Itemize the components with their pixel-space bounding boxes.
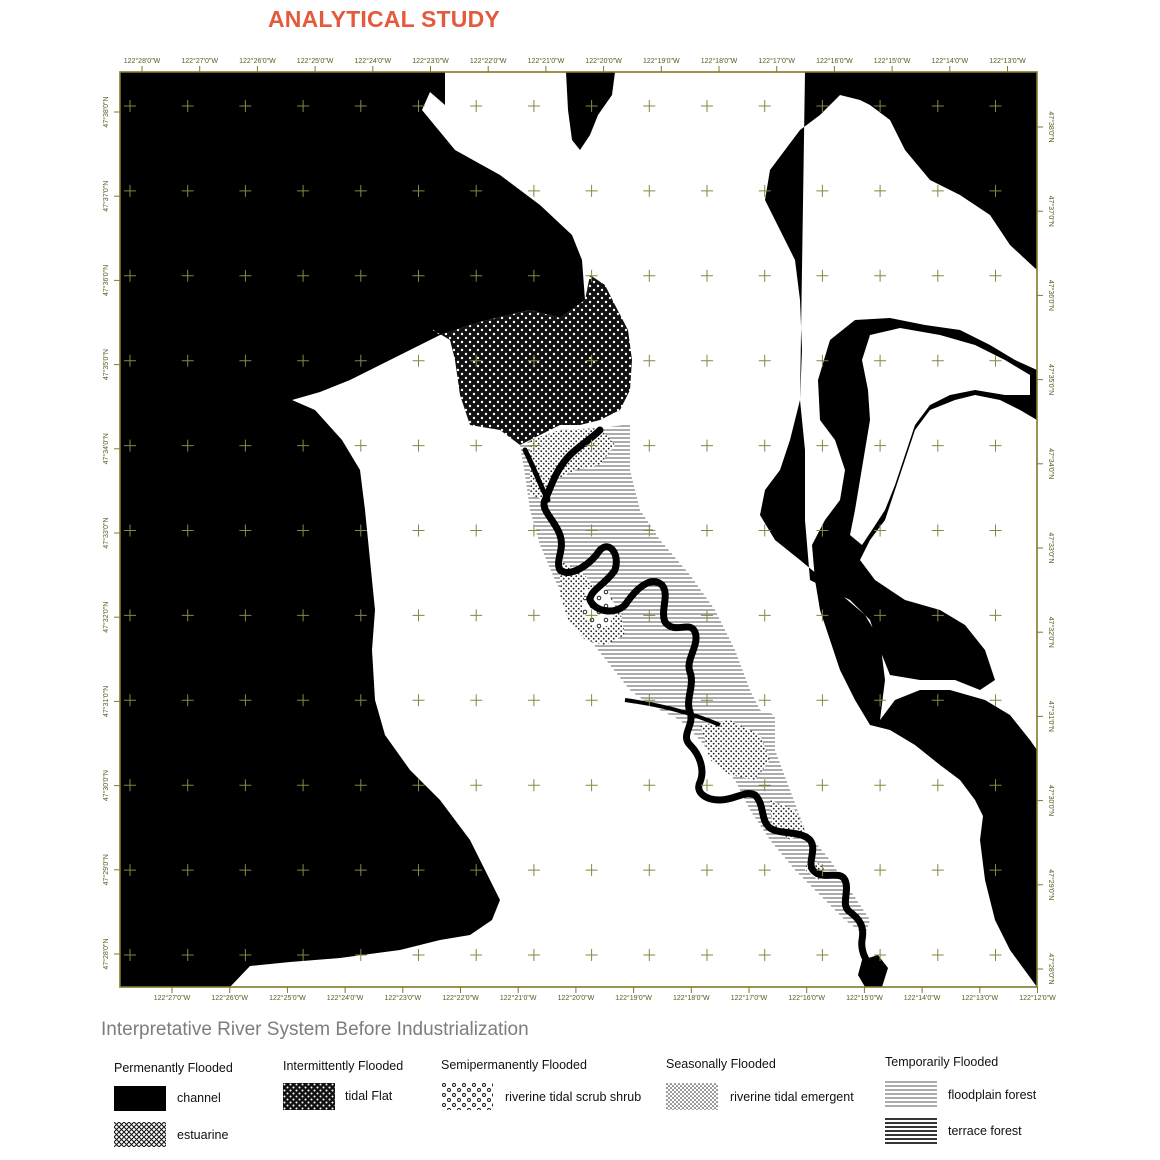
right-latitude-label: 47°28'0"N — [1047, 953, 1054, 985]
legend-label-floodplain-forest: floodplain forest — [948, 1088, 1037, 1102]
legend-heading-seasonally-flooded: Seasonally Flooded — [666, 1057, 776, 1071]
right-latitude-labels — [1037, 111, 1055, 984]
right-latitude-label: 47°34'0"N — [1047, 448, 1054, 480]
top-longitude-label: 122°25'0"W — [296, 58, 334, 65]
top-longitude-label: 122°19'0"W — [643, 58, 680, 65]
right-latitude-label: 47°33'0"N — [1047, 532, 1054, 564]
left-latitude-label: 47°37'0"N — [103, 180, 110, 212]
bottom-longitude-label: 122°22'0"W — [442, 995, 479, 1002]
bottom-longitude-label: 122°25'0"W — [269, 995, 306, 1002]
left-latitude-label: 47°32'0"N — [103, 601, 110, 633]
left-latitude-label: 47°34'0"N — [103, 433, 110, 465]
legend-swatch-floodplain-forest — [885, 1080, 937, 1108]
legend-heading-intermittently-flooded: Intermittently Flooded — [283, 1059, 404, 1073]
top-longitude-label: 122°27'0"W — [181, 58, 218, 65]
legend-swatch-estuarine — [114, 1122, 166, 1147]
right-latitude-label: 47°37'0"N — [1047, 195, 1054, 227]
legend-label-channel: channel — [177, 1091, 221, 1105]
top-longitude-label: 122°15'0"W — [873, 58, 911, 65]
bottom-longitude-label: 122°13'0"W — [961, 995, 999, 1002]
bottom-longitude-label: 122°17'0"W — [730, 995, 768, 1002]
top-longitude-label: 122°22'0"W — [469, 58, 507, 65]
top-longitude-label: 122°18'0"W — [700, 58, 738, 65]
top-longitude-label: 122°14'0"W — [931, 58, 969, 65]
right-latitude-label: 47°31'0"N — [1047, 700, 1054, 732]
top-longitude-label: 122°26'0"W — [239, 58, 276, 65]
bottom-longitude-label: 122°18'0"W — [673, 995, 710, 1002]
left-latitude-label: 47°33'0"N — [103, 517, 110, 549]
top-longitude-label: 122°28'0"W — [123, 58, 161, 65]
bottom-longitude-label: 122°26'0"W — [211, 995, 248, 1002]
left-latitude-label: 47°35'0"N — [103, 349, 110, 381]
right-latitude-label: 47°30'0"N — [1047, 785, 1054, 817]
legend-swatch-channel — [114, 1086, 166, 1111]
top-longitude-labels — [124, 57, 1026, 72]
legend-label-scrub-shrub: riverine tidal scrub shrub — [505, 1090, 642, 1104]
northeast-corner-land — [1015, 72, 1037, 112]
right-latitude-label: 47°36'0"N — [1047, 279, 1054, 311]
map-subtitle: Interpretative River System Before Industrialization — [101, 1019, 529, 1040]
top-longitude-label: 122°16'0"W — [816, 58, 853, 65]
right-latitude-label: 47°35'0"N — [1047, 364, 1054, 396]
left-latitude-label: 47°29'0"N — [103, 854, 110, 886]
bottom-longitude-label: 122°27'0"W — [153, 995, 191, 1002]
left-latitude-labels — [102, 96, 120, 969]
bottom-longitude-label: 122°16'0"W — [788, 995, 825, 1002]
legend-swatch-tidal-flat — [283, 1083, 335, 1110]
top-longitude-label: 122°23'0"W — [412, 58, 449, 65]
bottom-longitude-label: 122°12'0"W — [1019, 995, 1056, 1002]
bottom-longitude-label: 122°15'0"W — [846, 995, 883, 1002]
bottom-longitude-label: 122°23'0"W — [384, 995, 422, 1002]
legend-swatch-terrace-forest — [885, 1117, 937, 1145]
legend-heading-semipermanently-flooded: Semipermanently Flooded — [441, 1058, 587, 1072]
left-latitude-label: 47°30'0"N — [103, 770, 110, 802]
left-latitude-label: 47°36'0"N — [103, 264, 110, 296]
bottom-longitude-label: 122°19'0"W — [615, 995, 652, 1002]
bottom-longitude-labels — [154, 987, 1056, 1002]
legend-heading-permanently-flooded: Permenantly Flooded — [114, 1061, 233, 1075]
legend-label-tidal-flat: tidal Flat — [345, 1089, 393, 1103]
top-longitude-label: 122°20'0"W — [585, 58, 622, 65]
right-latitude-label: 47°32'0"N — [1047, 616, 1054, 648]
top-longitude-label: 122°24'0"W — [354, 58, 392, 65]
bottom-longitude-label: 122°24'0"W — [326, 995, 364, 1002]
page-title: ANALYTICAL STUDY — [268, 6, 500, 32]
legend-label-tidal-emergent: riverine tidal emergent — [730, 1090, 854, 1104]
top-longitude-label: 122°13'0"W — [989, 58, 1026, 65]
top-longitude-label: 122°17'0"W — [758, 58, 795, 65]
left-latitude-label: 47°28'0"N — [103, 938, 110, 970]
top-longitude-label: 122°21'0"W — [527, 58, 565, 65]
bottom-longitude-label: 122°21'0"W — [499, 995, 537, 1002]
legend-heading-temporarily-flooded: Temporarily Flooded — [885, 1055, 999, 1069]
right-latitude-label: 47°38'0"N — [1047, 111, 1054, 143]
bottom-longitude-label: 122°20'0"W — [557, 995, 595, 1002]
left-latitude-label: 47°31'0"N — [103, 685, 110, 717]
legend-swatch-tidal-emergent — [666, 1083, 718, 1110]
right-latitude-label: 47°29'0"N — [1047, 869, 1054, 901]
legend-label-estuarine: estuarine — [177, 1128, 229, 1142]
legend-swatch-scrub-shrub — [441, 1082, 493, 1110]
legend-label-terrace-forest: terrace forest — [948, 1124, 1022, 1138]
left-latitude-label: 47°38'0"N — [103, 96, 110, 128]
bottom-longitude-label: 122°14'0"W — [903, 995, 941, 1002]
